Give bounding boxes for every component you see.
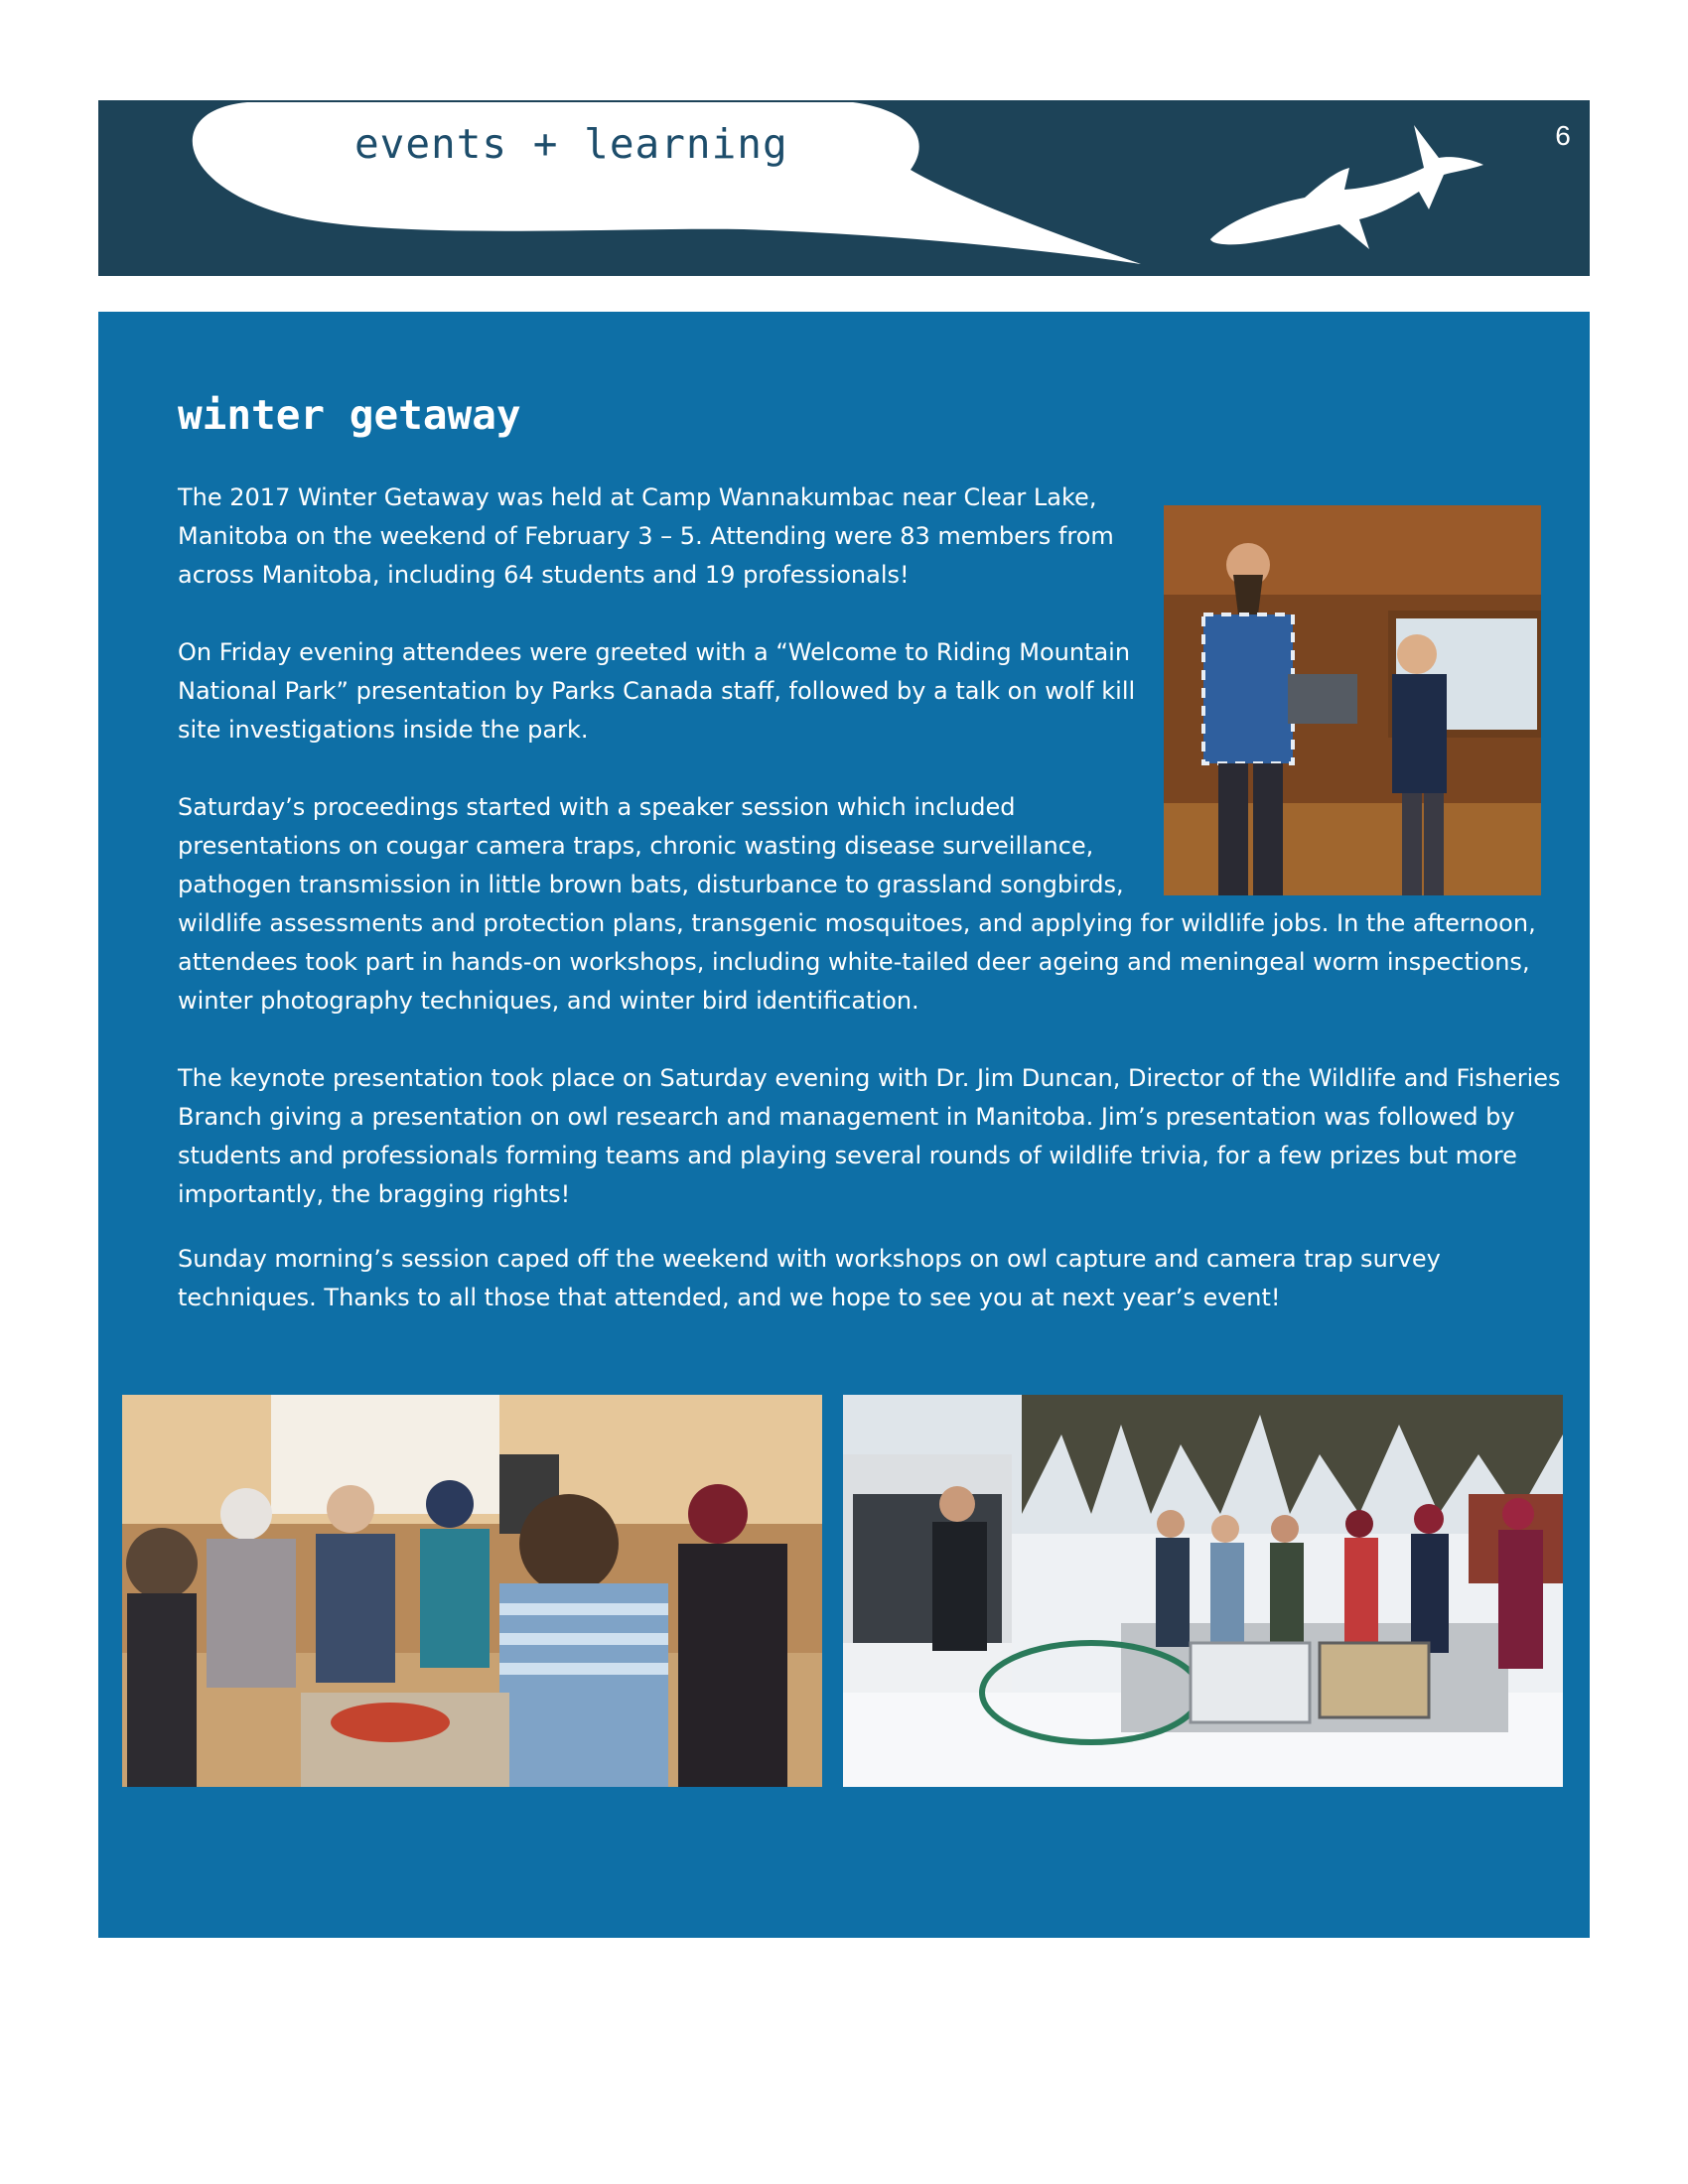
section-header-title: events + learning	[354, 120, 788, 168]
article-body	[178, 478, 1568, 1356]
article-title: winter getaway	[178, 391, 521, 439]
presenters-photo	[1164, 505, 1541, 895]
workshop-outdoor-photo	[843, 1395, 1563, 1787]
header-banner	[98, 100, 1590, 276]
paragraph-2: On Friday evening attendees were greeted with a “Welcome to Riding Mountain National Park” presentation by Parks Canada staff, followed by a talk on wolf kill site investigations inside the park.	[178, 638, 1136, 744]
content-panel	[98, 312, 1590, 1938]
workshop-indoor-photo	[122, 1395, 822, 1787]
paragraph-3: Saturday’s proceedings started with a speaker session which included presentations on cougar camera traps, chronic wasting disease surveillance, pathogen transmission in little brown bats, disturbance to grassland songbirds, wildlife assessments and protection plans, transgenic mosquitoes, and applying for wildlife jobs. In the afternoon, attendees took part in hands-on workshops, including white-tailed deer ageing and meningeal worm inspections, winter photography techniques, and winter bird identification.	[178, 793, 1536, 1015]
page-number: 6	[1555, 120, 1571, 151]
paragraph-4: The keynote presentation took place on Saturday evening with Dr. Jim Duncan, Director of the Wildlife and Fisheries Branch giving a presentation on owl research and management in Manitoba. Jim’s presentation was followed by students and professionals forming teams and playing several rounds of wildlife trivia, for a few prizes but more importantly, the bragging rights!	[178, 1064, 1561, 1208]
paragraph-1: The 2017 Winter Getaway was held at Camp Wannakumbac near Clear Lake, Manitoba on the weekend of February 3 – 5. Attending were 83 members from across Manitoba, including 64 students and 19 professionals!	[178, 483, 1114, 589]
fish-icon	[1191, 110, 1488, 269]
paragraph-5: Sunday morning’s session caped off the weekend with workshops on owl capture and camera trap survey techniques. Thanks to all those that attended, and we hope to see you at next year’s event!	[178, 1245, 1441, 1311]
